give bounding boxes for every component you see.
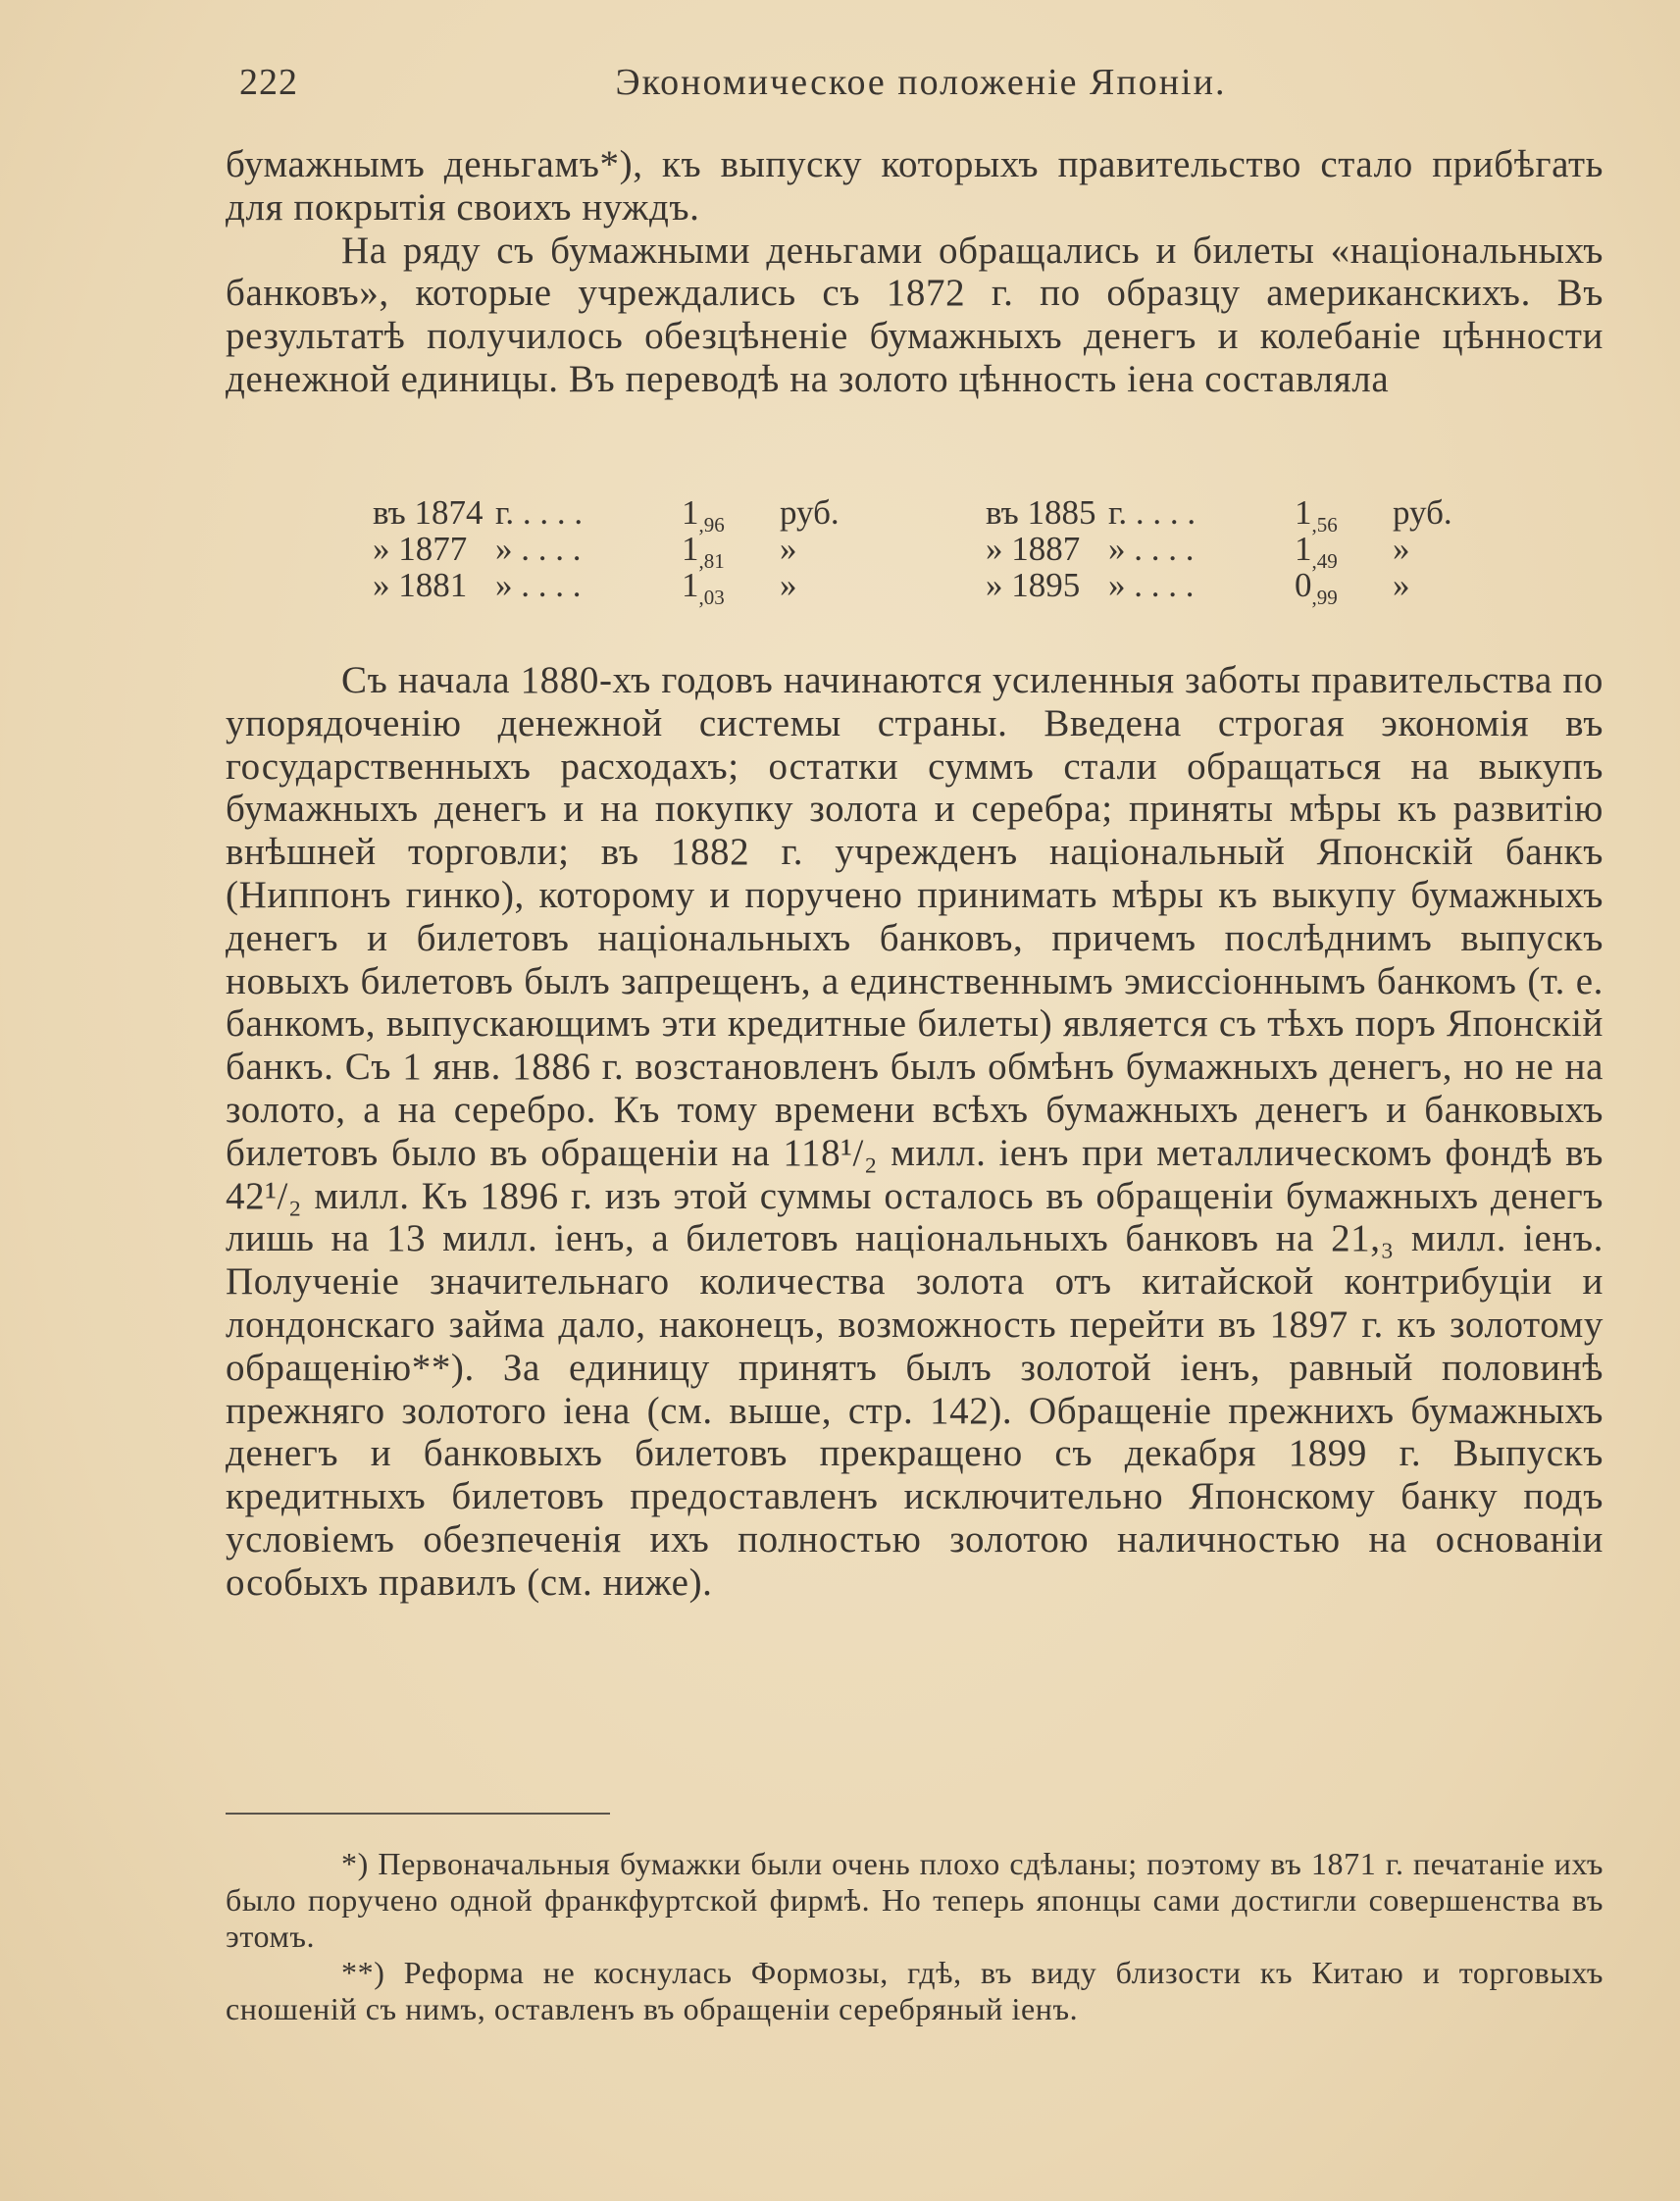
rate-year: » 1877: [373, 530, 468, 568]
rate-unit: »: [780, 530, 797, 568]
rate-year: въ 1885: [986, 493, 1096, 532]
rate-leader: г. . . . .: [1108, 493, 1196, 532]
rate-row: [986, 530, 1515, 573]
footnote-divider: [226, 1813, 610, 1815]
rate-row: [986, 493, 1515, 537]
footnote-1: *) Первоначальныя бумажки были очень плохо сдѣланы; поэтому въ 1871 г. печатаніе ихъ было поручено одной франкфуртской фирмѣ. Но теперь японцы сами достигли совершенства въ этомъ.: [226, 1846, 1604, 1954]
rate-leader: г. . . . .: [495, 493, 584, 532]
rate-unit: »: [1393, 566, 1410, 604]
rate-value-int: 1: [1295, 493, 1312, 532]
rate-year: въ 1874: [373, 493, 484, 532]
body-text-top: [226, 143, 1604, 401]
rate-value: [682, 567, 780, 616]
rate-year: » 1895: [986, 566, 1081, 604]
rate-leader: » . . . .: [495, 566, 582, 604]
rate-column-left: [373, 493, 902, 609]
footnotes: [226, 1846, 1604, 2027]
body-text-main: [226, 659, 1604, 1605]
rate-leader: » . . . .: [1108, 566, 1195, 604]
rate-year: » 1881: [373, 566, 468, 604]
rate-leader: » . . . .: [1108, 530, 1195, 568]
paragraph-national-banks: На ряду съ бумажными деньгами обращались и билеты «національныхъ банковъ», которые учреждались съ 1872 г. по образцу американскихъ. Въ результатѣ получилось обезцѣненіе бумажныхъ денегъ и колебаніе цѣнности денежной единицы. Въ переводѣ на золото цѣнность іена составляла: [226, 229, 1604, 400]
rate-value-int: 1: [682, 566, 699, 604]
rate-value-frac: ,81: [698, 549, 725, 573]
rate-unit: »: [780, 566, 797, 604]
rate-value-int: 1: [1295, 530, 1312, 568]
rate-value-int: 1: [682, 530, 699, 568]
page-number: 222: [239, 62, 298, 103]
paragraph-monetary-reform: Съ начала 1880-хъ годовъ начинаются усиленныя заботы правительства по упорядоченію денежной системы страны. Введена строгая экономія въ государственныхъ расходахъ; остатки суммъ стали обращаться на выкупъ бумажныхъ денегъ и на покупку золота и серебра; приняты мѣры къ развитію внѣшней торговли; въ 1882 г. учрежденъ національный Японскій банкъ (Ниппонъ гинко), которому и поручено принимать мѣры къ выкупу бумажныхъ денегъ и билетовъ національныхъ банковъ, причемъ послѣднимъ выпускъ новыхъ билетовъ былъ запрещенъ, а единственнымъ эмиссіоннымъ банкомъ (т. е. банкомъ, выпускающимъ эти кредитные билеты) является съ тѣхъ поръ Японскій банкъ. Съ 1 янв. 1886 г. возстановленъ былъ обмѣнъ бумажныхъ денегъ, но не на золото, а на серебро. Къ тому времени всѣхъ бумажныхъ денегъ и банковыхъ билетовъ было въ обращеніи на 118¹/₂ милл. іенъ при металлическомъ фондѣ въ 42¹/₂ милл. Къ 1896 г. изъ этой суммы осталось въ обращеніи бумажныхъ денегъ лишь на 13 милл. іенъ, а билетовъ національныхъ банковъ на 21,₃ милл. іенъ. Полученіе значительнаго количества золота отъ китайской контрибуціи и лондонскаго займа дало, наконецъ, возможность перейти въ 1897 г. къ золотому обращенію**). За единицу принятъ былъ золотой іенъ, равный половинѣ прежняго золотого іена (см. выше, стр. 142). Обращеніе прежнихъ бумажныхъ денегъ и банковыхъ билетовъ прекращено съ декабря 1899 г. Выпускъ кредитныхъ билетовъ предоставленъ исключительно Японскому банку подъ условіемъ обезпеченія ихъ полностью золотою наличностью на основаніи особыхъ правилъ (см. ниже).: [226, 659, 1604, 1604]
rate-unit: »: [1393, 530, 1410, 568]
footnote-2: **) Реформа не коснулась Формозы, гдѣ, въ виду близости къ Китаю и торговыхъ сношеній съ нимъ, оставленъ въ обращеніи серебряный іенъ.: [226, 1955, 1604, 2026]
rate-value-frac: ,03: [698, 586, 725, 609]
running-title: Экономическое положеніе Японіи.: [615, 62, 1227, 103]
rate-value-frac: ,99: [1311, 586, 1338, 609]
rate-leader: » . . . .: [495, 530, 582, 568]
rate-value: [1295, 567, 1393, 616]
rate-value-frac: ,49: [1311, 549, 1338, 573]
rate-row: [373, 493, 902, 537]
rate-value-frac: ,56: [1311, 513, 1338, 537]
rate-column-right: [986, 493, 1515, 609]
rate-row: [986, 566, 1515, 609]
rate-unit: руб.: [1393, 493, 1452, 532]
rate-value-int: 1: [682, 493, 699, 532]
paragraph-continued: бумажнымъ деньгамъ*), къ выпуску которыхъ правительство стало прибѣгать для покрытія своихъ нуждъ.: [226, 143, 1604, 229]
page-header: [239, 61, 1603, 120]
rate-row: [373, 530, 902, 573]
rate-row: [373, 566, 902, 609]
rate-year: » 1887: [986, 530, 1081, 568]
rate-unit: руб.: [780, 493, 840, 532]
rate-value-int: 0: [1295, 566, 1312, 604]
rate-value-frac: ,96: [698, 513, 725, 537]
